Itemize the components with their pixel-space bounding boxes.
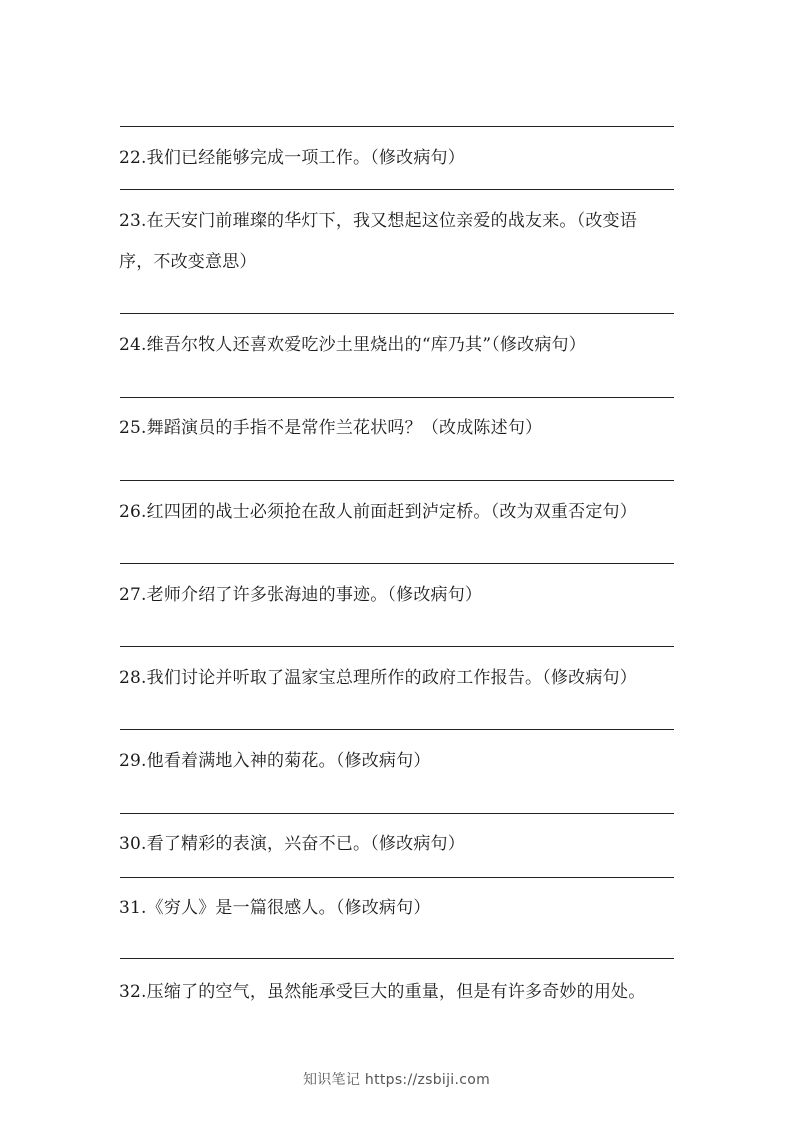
question-27: 27.老师介绍了许多张海迪的事迹。（修改病句）	[119, 585, 483, 605]
footer-watermark: 知识笔记 https://zsbiji.com	[302, 1072, 491, 1088]
question-28: 28.我们讨论并听取了温家宝总理所作的政府工作报告。（修改病句）	[119, 668, 637, 688]
question-23-line-2: 序，不改变意思）	[119, 252, 257, 272]
question-30: 30.看了精彩的表演，兴奋不已。（修改病句）	[119, 834, 465, 854]
question-26: 26.红四团的战士必须抢在敌人前面赶到泸定桥。（改为双重否定句）	[119, 502, 637, 522]
question-25: 25.舞蹈演员的手指不是常作兰花状吗？（改成陈述句）	[119, 418, 543, 438]
answer-line	[120, 189, 674, 190]
answer-line	[120, 729, 674, 730]
answer-line	[120, 397, 674, 398]
answer-line	[120, 563, 674, 564]
answer-line	[120, 813, 674, 814]
question-23-line-1: 23.在天安门前璀璨的华灯下，我又想起这位亲爱的战友来。（改变语	[119, 211, 637, 231]
question-24: 24.维吾尔牧人还喜欢爱吃沙土里烧出的“库乃其”（修改病句）	[119, 335, 586, 355]
answer-line	[120, 877, 674, 878]
answer-line	[120, 480, 674, 481]
question-29: 29.他看着满地入神的菊花。（修改病句）	[119, 751, 431, 771]
answer-line	[120, 958, 674, 959]
answer-line	[120, 313, 674, 314]
answer-line	[120, 646, 674, 647]
answer-line	[120, 126, 674, 127]
question-31: 31.《穷人》是一篇很感人。（修改病句）	[119, 898, 431, 918]
question-22: 22.我们已经能够完成一项工作。（修改病句）	[119, 148, 465, 168]
question-32: 32.压缩了的空气，虽然能承受巨大的重量，但是有许多奇妙的用处。	[119, 982, 646, 1002]
